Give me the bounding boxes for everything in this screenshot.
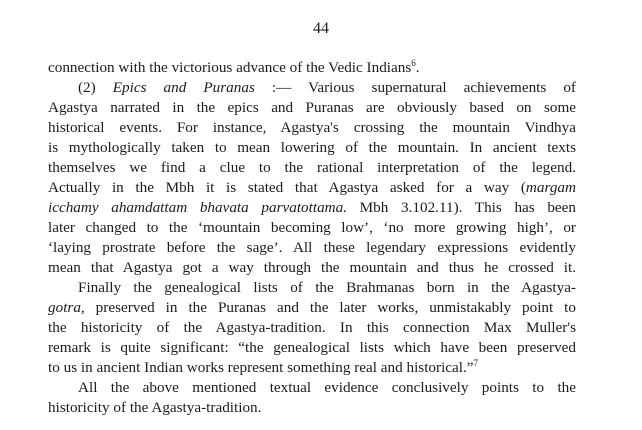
text-line [48, 358, 576, 378]
italic-text: margam [525, 179, 576, 196]
italic-text: gotra [48, 299, 81, 316]
text-line [48, 78, 576, 98]
text-line [48, 338, 576, 358]
text-run: . [415, 59, 420, 76]
text-line [48, 378, 576, 398]
text-run: historical events. For instance, Agastya's crossing the mountain Vindhya [48, 119, 576, 136]
footnote-ref: 7 [473, 357, 479, 368]
text-line [48, 298, 576, 318]
italic-text: Epics and Puranas [112, 79, 255, 96]
text-line [48, 398, 576, 418]
text-run: later changed to the ‘mountain becoming low’, ‘no more growing high’, or [48, 219, 576, 236]
text-run: themselves we find a clue to the rational interpretation of the legend. [48, 159, 576, 176]
footnote-ref: 6 [411, 57, 416, 68]
text-run: All the above mentioned textual evidence conclusively points to the [78, 379, 576, 396]
text-run: the historicity of the Agastya-tradition. In this connection Max Muller's [48, 319, 576, 336]
italic-text: icchamy ahamdattam bhavata parvatottama. [48, 199, 348, 216]
text-run: :— Various supernatural achievements of [254, 79, 576, 96]
text-run: connection with the victorious advance of the Vedic Indians [48, 59, 412, 76]
text-run: Finally the genealogical lists of the Brahmanas born in the Agastya- [78, 279, 576, 296]
text-run: , preserved in the Puranas and the later works, unmistakably point to [80, 299, 576, 316]
text-run: to us in ancient Indian works represent something real and historical.” [48, 359, 474, 376]
body-text [48, 58, 576, 418]
text-line [48, 198, 576, 218]
text-line [48, 58, 576, 78]
text-run: Actually in the Mbh it is stated that Agastya asked for a way ( [48, 179, 526, 196]
text-run: historicity of the Agastya-tradition. [48, 399, 262, 416]
text-run: is mythologically taken to mean lowering of the mountain. In ancient texts [48, 139, 576, 156]
text-run: ‘laying prostrate before the sage’. All these legendary expressions evidently [48, 239, 576, 256]
text-line [48, 118, 576, 138]
text-run: mean that Agastya got a way through the mountain and thus he crossed it. [48, 259, 576, 276]
text-line [48, 218, 576, 238]
page-number: 44 [313, 20, 329, 37]
text-line [48, 278, 576, 298]
text-line [48, 318, 576, 338]
text-line [48, 138, 576, 158]
text-run: remark is quite significant: “the genealogical lists which have been preserved [48, 339, 576, 356]
text-run: Mbh 3.102.11). This has been [347, 199, 577, 216]
text-line [48, 178, 576, 198]
text-line [48, 98, 576, 118]
text-run: Agastya narrated in the epics and Puranas are obviously based on some [48, 99, 576, 116]
text-line [48, 158, 576, 178]
text-line [48, 258, 576, 278]
text-run: (2) [78, 79, 113, 96]
text-line [48, 238, 576, 258]
